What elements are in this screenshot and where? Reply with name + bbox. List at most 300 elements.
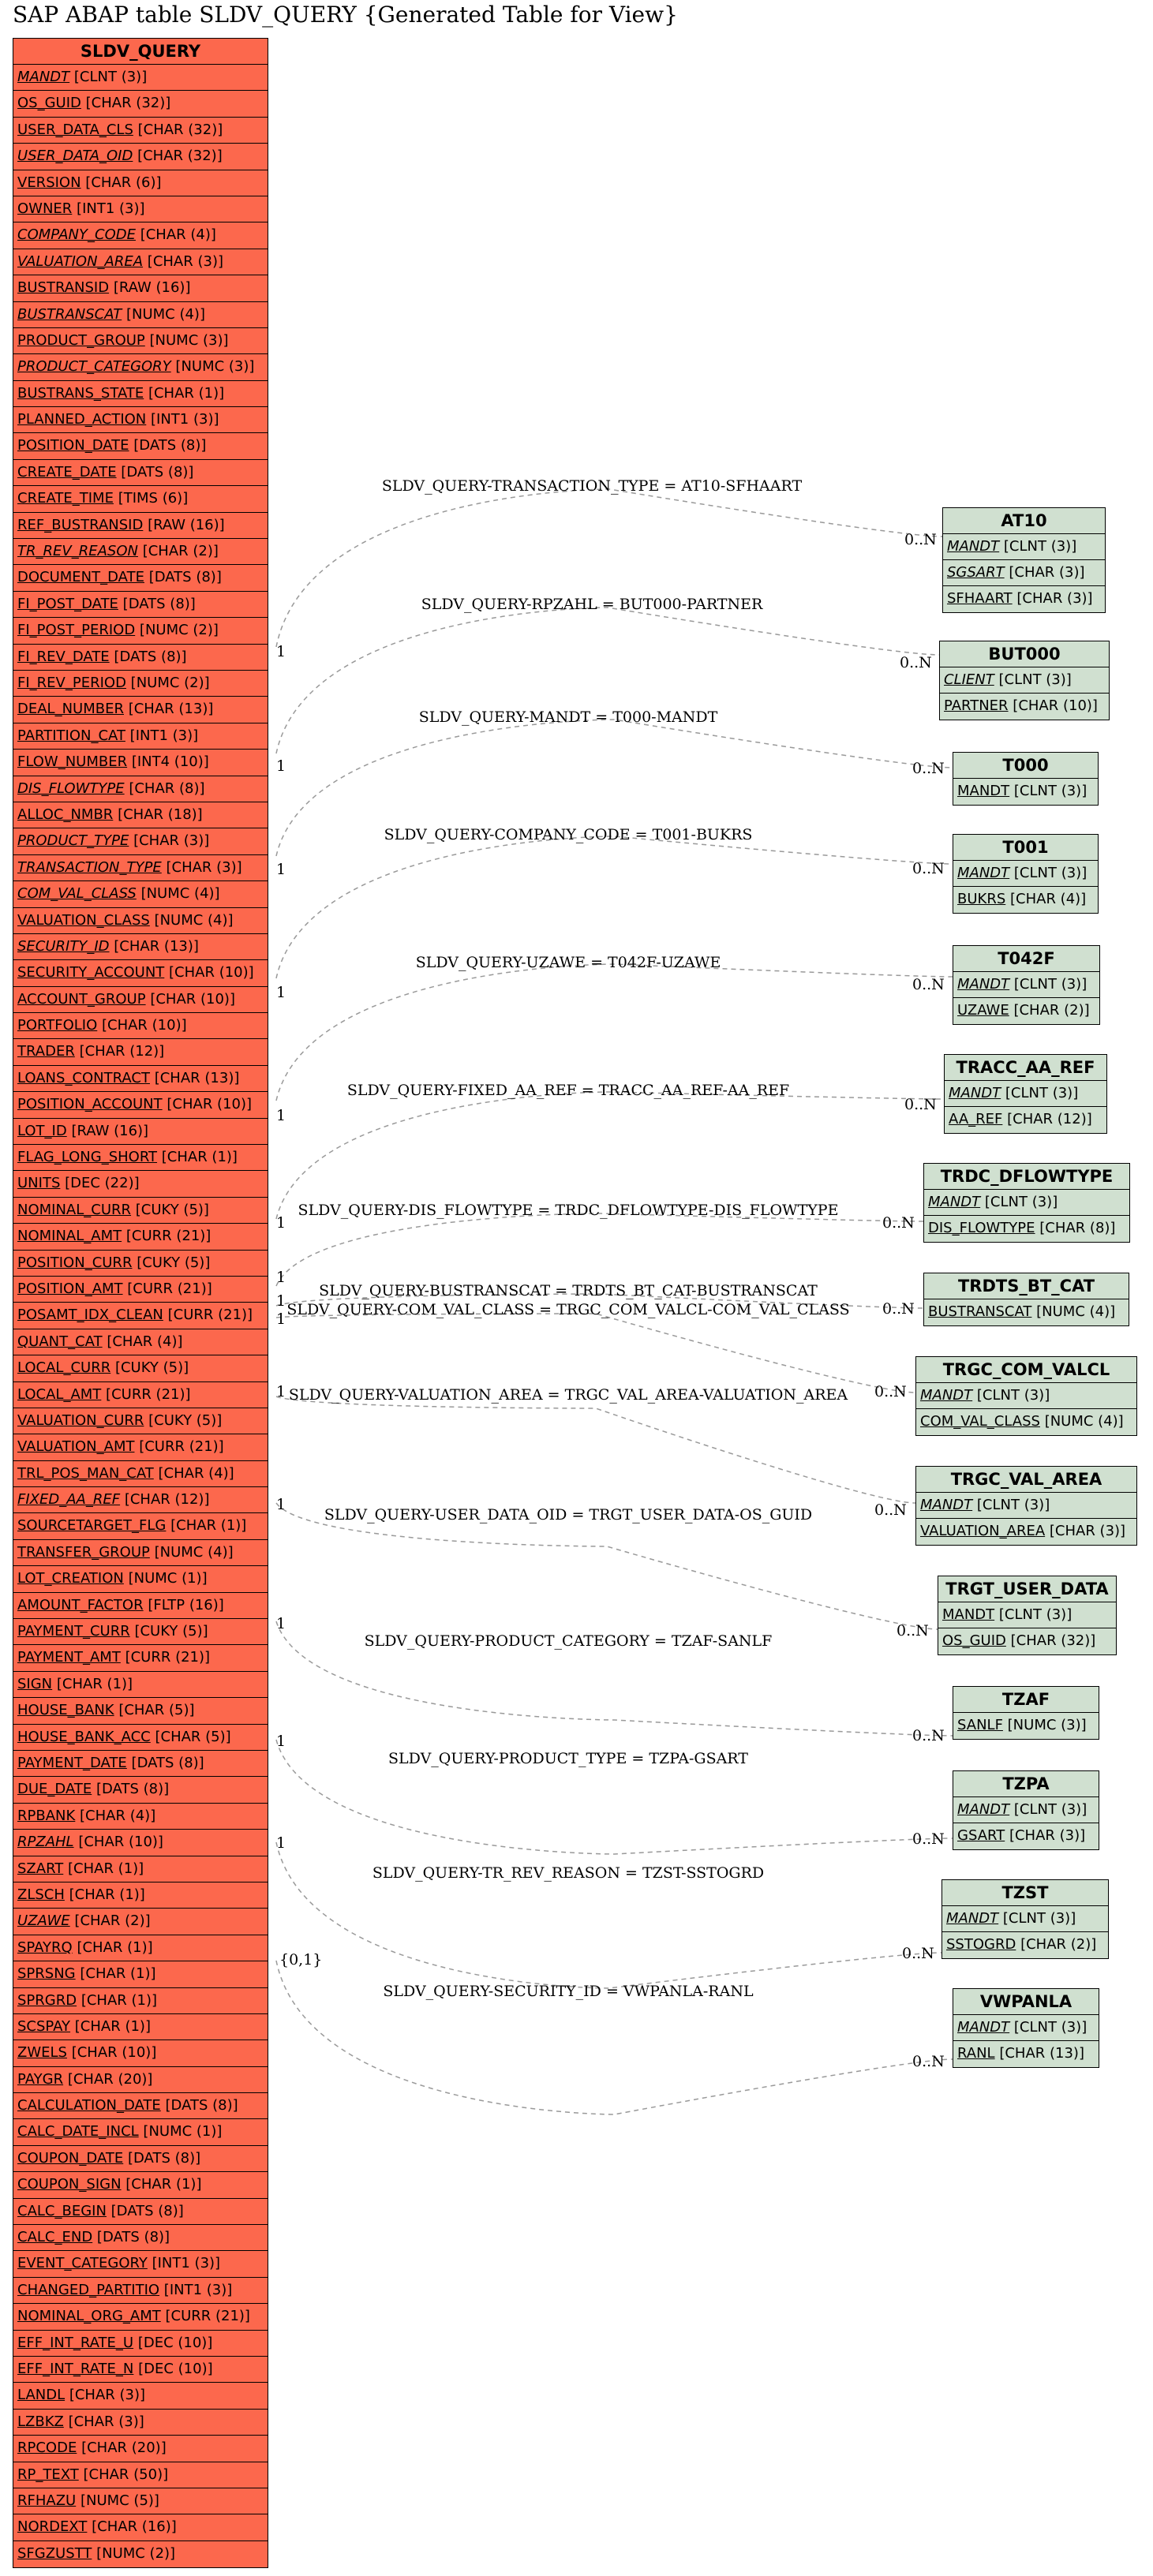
field-type: [NUMC (3)] [175,358,255,376]
field-row-position-amt [13,1277,268,1303]
field-name: MANDT [947,538,1000,555]
field-row-create-date [13,460,268,486]
field-type: [CHAR (4)] [1010,891,1087,907]
field-type: [DATS (8)] [127,2149,201,2167]
field-name: MANDT [942,1606,995,1623]
field-type: [CLNT (3)] [1013,1801,1087,1818]
field-row-product-type [13,828,268,854]
field-row-security-account [13,960,268,986]
field-row-landl [13,2383,268,2409]
relation-to-cardinality: 0..N [912,2053,945,2070]
field-type: [CHAR (1)] [69,1886,145,1903]
field-name: FI_REV_DATE [17,648,110,665]
field-row-payment-date [13,1751,268,1777]
field-row-mandt [938,1602,1116,1628]
relation-label: SLDV_QUERY-PRODUCT_CATEGORY = TZAF-SANLF [364,1632,773,1650]
field-name: RFHAZU [17,2492,77,2509]
field-type: [CLNT (3)] [1005,1085,1079,1101]
field-type: [CHAR (10)] [169,964,254,981]
field-row-zlsch [13,1882,268,1909]
field-type: [NUMC (4)] [154,1543,234,1561]
field-row-transaction-type [13,855,268,881]
field-row-bustransid [13,275,268,301]
field-type: [CURR (21)] [127,1280,212,1297]
ref-table-header: TRGC_COM_VALCL [916,1357,1136,1383]
field-row-sign [13,1672,268,1698]
field-type: [CHAR (10)] [150,990,235,1008]
field-row-rp-text [13,2462,268,2488]
relation-line [276,964,953,1101]
relation-4 [276,826,953,1001]
relation-to-cardinality: 0..N [897,1622,929,1639]
field-type: [CHAR (10)] [78,1834,163,1851]
field-type: [NUMC (4)] [1044,1413,1124,1430]
field-name: TRL_POS_MAN_CAT [17,1464,154,1482]
field-row-due-date [13,1777,268,1803]
field-row-eff-int-rate-n [13,2357,268,2383]
field-name: FLOW_NUMBER [17,753,128,771]
field-type: [NUMC (4)] [125,305,205,323]
field-name: OWNER [17,200,73,217]
field-type: [CHAR (1)] [170,1517,247,1535]
field-type: [NUMC (1)] [128,1570,208,1587]
ref-table-header: TRACC_AA_REF [945,1055,1106,1081]
field-name: UNITS [17,1175,61,1192]
field-row-dis-flowtype [924,1216,1129,1242]
field-type: [CUKY (5)] [114,1359,189,1377]
field-row-fi-post-date [13,592,268,618]
relation-11 [276,1496,938,1639]
field-type: [DEC (10)] [138,2360,213,2377]
field-name: UZAWE [957,1002,1009,1019]
field-row-portfolio [13,1013,268,1039]
field-row-partner [940,694,1109,720]
field-type: [CLNT (3)] [1003,538,1077,555]
field-type: [CLNT (3)] [1002,1910,1076,1927]
field-name: RPCODE [17,2440,77,2457]
field-name: CREATE_DATE [17,463,117,480]
field-row-position-account [13,1092,268,1118]
field-type: [CHAR (3)] [1009,1827,1086,1844]
field-type: [DEC (10)] [137,2334,213,2351]
field-type: [CURR (21)] [125,1649,211,1666]
field-row-os-guid [13,91,268,117]
relation-to-cardinality: 0..N [912,760,945,777]
field-type: [NUMC (2)] [139,622,219,639]
field-type: [CHAR (1)] [161,1149,238,1166]
field-type: [CLNT (3)] [976,1497,1050,1513]
field-name: EVENT_CATEGORY [17,2255,148,2272]
field-type: [CLNT (3)] [73,69,148,85]
field-name: CALC_DATE_INCL [17,2123,139,2140]
field-name: PORTFOLIO [17,1017,98,1034]
ref-table-trdts-bt-cat [923,1273,1129,1326]
field-row-bukrs [953,887,1098,913]
field-row-planned-action [13,407,268,433]
ref-table-header: TRGT_USER_DATA [938,1576,1116,1602]
field-name: PARTNER [944,697,1009,714]
field-type: [CUKY (5)] [137,1254,211,1271]
ref-table-header: TZPA [953,1771,1099,1797]
field-row-event-category [13,2251,268,2277]
field-type: [CUKY (5)] [135,1201,209,1218]
relation-label: SLDV_QUERY-TR_REV_REASON = TZST-SSTOGRD [372,1864,765,1882]
field-name: MANDT [957,1801,1010,1818]
relation-line [276,1314,915,1393]
field-row-flag-long-short [13,1145,268,1171]
field-name: POSITION_DATE [17,437,129,454]
field-type: [CHAR (3)] [69,2387,146,2404]
relation-to-cardinality: 0..N [902,1945,934,1962]
field-type: [CHAR (10)] [167,1096,253,1113]
field-type: [CHAR (20)] [81,2440,167,2457]
field-type: [CHAR (16)] [92,2518,177,2536]
ref-table-trdc-dflowtype [923,1163,1130,1243]
relation-label: SLDV_QUERY-COM_VAL_CLASS = TRGC_COM_VALCL-COM_VAL_CLASS [286,1301,850,1318]
page-title: SAP ABAP table SLDV_QUERY {Generated Table for View} [13,2,678,28]
field-name: SPAYRQ [17,1939,73,1956]
field-row-szart [13,1856,268,1882]
field-name: NOMINAL_CURR [17,1201,132,1218]
field-type: [CLNT (3)] [998,671,1072,688]
field-name: AMOUNT_FACTOR [17,1596,144,1613]
field-name: DUE_DATE [17,1781,92,1798]
field-name: LOT_CREATION [17,1570,124,1587]
relation-7 [276,1202,923,1286]
field-type: [NUMC (1)] [143,2123,223,2140]
field-row-company-code [13,222,268,249]
field-type: [CHAR (8)] [1039,1220,1116,1236]
relation-label: SLDV_QUERY-DIS_FLOWTYPE = TRDC_DFLOWTYPE-DIS_FLOWTYPE [298,1202,839,1219]
field-name: MANDT [17,69,70,85]
relation-label: SLDV_QUERY-RPZAHL = BUT000-PARTNER [421,596,763,613]
field-type: [NUMC (2)] [96,2544,176,2562]
field-name: SPRGRD [17,1991,77,2009]
field-name: MANDT [957,783,1010,799]
relation-from-cardinality: 1 [276,757,286,775]
field-name: BUSTRANS_STATE [17,384,144,402]
field-type: [CHAR (4)] [107,1333,183,1350]
field-type: [CHAR (1)] [74,2017,151,2035]
field-row-valuation-curr [13,1408,268,1434]
field-name: PAYMENT_CURR [17,1623,130,1640]
field-type: [CURR (21)] [167,1307,253,1324]
relation-14 [276,1834,941,1988]
field-name: SSTOGRD [946,1936,1016,1953]
field-name: MANDT [946,1910,999,1927]
field-name: FLAG_LONG_SHORT [17,1149,158,1166]
relation-to-cardinality: 0..N [882,1300,915,1318]
field-name: DOCUMENT_DATE [17,569,144,586]
field-type: [CURR (21)] [165,2308,250,2325]
field-row-nominal-org-amt [13,2304,268,2330]
field-row-position-date [13,433,268,459]
field-name: DIS_FLOWTYPE [928,1220,1035,1236]
ref-table-header: AT10 [943,508,1105,534]
field-name: UZAWE [17,1912,70,1930]
field-type: [FLTP (16)] [148,1596,224,1613]
field-row-mandt [953,861,1098,887]
relation-2 [276,596,939,775]
field-type: [NUMC (3)] [149,331,229,349]
field-name: LOANS_CONTRACT [17,1069,150,1086]
field-name: POSITION_ACCOUNT [17,1096,163,1113]
field-row-calc-begin [13,2199,268,2225]
field-row-calc-end [13,2225,268,2251]
field-name: SFHAART [947,590,1013,607]
field-name: GSART [957,1827,1005,1844]
ref-table-t001 [953,834,1099,914]
field-row-document-date [13,565,268,591]
field-row-rpbank [13,1804,268,1830]
ref-table-tzaf [953,1686,1099,1740]
field-type: [NUMC (2)] [130,674,210,691]
field-row-house-bank [13,1698,268,1724]
field-row-loans-contract [13,1066,268,1092]
field-name: CHANGED_PARTITIO [17,2281,160,2298]
field-name: COUPON_DATE [17,2149,124,2167]
field-type: [CLNT (3)] [1013,865,1087,881]
field-row-fixed-aa-ref [13,1487,268,1513]
relation-label: SLDV_QUERY-FIXED_AA_REF = TRACC_AA_REF-AA_REF [346,1082,790,1099]
relation-from-cardinality: 1 [276,1496,286,1513]
relation-to-cardinality: 0..N [912,1727,945,1744]
field-row-bustrans-state [13,381,268,407]
field-type: [CHAR (6)] [85,174,162,191]
field-name: SCSPAY [17,2017,71,2035]
field-row-ranl [953,2041,1099,2067]
field-type: [NUMC (4)] [154,911,234,929]
relation-from-cardinality: {0,1} [279,1951,323,1968]
field-name: SANLF [957,1717,1003,1733]
field-type: [DEC (22)] [65,1175,140,1192]
field-type: [CHAR (13)] [114,937,199,955]
field-row-coupon-date [13,2146,268,2172]
field-row-partition-cat [13,723,268,750]
field-type: [CURR (21)] [125,1228,212,1245]
field-name: POSITION_AMT [17,1280,123,1297]
relation-from-cardinality: 1 [276,1310,286,1328]
field-name: DEAL_NUMBER [17,701,124,718]
field-type: [CHAR (2)] [1013,1002,1090,1019]
field-row-position-curr [13,1251,268,1277]
relation-label: SLDV_QUERY-PRODUCT_TYPE = TZPA-GSART [388,1750,748,1767]
field-name: PRODUCT_TYPE [17,832,129,850]
field-type: [CHAR (32)] [137,121,223,138]
field-type: [CHAR (3)] [133,832,210,850]
field-name: COM_VAL_CLASS [17,885,137,903]
field-type: [CHAR (3)] [1016,590,1093,607]
field-type: [DATS (8)] [110,2202,184,2219]
field-name: OS_GUID [17,95,81,112]
relation-to-cardinality: 0..N [882,1214,915,1232]
field-type: [CHAR (2)] [74,1912,151,1930]
field-row-com-val-class [916,1409,1136,1435]
field-name: LOCAL_CURR [17,1359,111,1377]
field-name: COM_VAL_CLASS [920,1413,1040,1430]
field-type: [CHAR (10)] [1013,697,1098,714]
field-type: [CHAR (4)] [158,1464,234,1482]
relation-label: SLDV_QUERY-USER_DATA_OID = TRGT_USER_DATA-OS_GUID [324,1506,813,1524]
field-name: HOUSE_BANK_ACC [17,1728,151,1745]
field-row-create-time [13,486,268,512]
field-row-user-data-oid [13,144,268,170]
field-name: CLIENT [944,671,994,688]
field-row-spayrq [13,1935,268,1961]
field-name: OS_GUID [942,1632,1006,1649]
field-row-scspay [13,2014,268,2040]
field-row-eff-int-rate-u [13,2331,268,2357]
field-type: [RAW (16)] [148,516,225,533]
field-row-mandt [953,2015,1099,2041]
field-row-quant-cat [13,1329,268,1355]
field-row-uzawe [953,998,1099,1024]
field-name: RANL [957,2045,995,2062]
field-name: TRADER [17,1043,75,1060]
ref-table-header: TRGC_VAL_AREA [916,1467,1136,1493]
field-row-security-id [13,934,268,960]
field-type: [CLNT (3)] [984,1194,1058,1210]
field-name: POSITION_CURR [17,1254,133,1271]
field-name: MANDT [928,1194,981,1210]
ref-table-header: TZST [942,1880,1108,1906]
field-type: [CHAR (1)] [125,2176,202,2193]
field-type: [DATS (8)] [165,2097,238,2114]
field-row-bustranscat [924,1299,1129,1325]
field-row-mandt [916,1493,1136,1519]
field-row-account-group [13,987,268,1013]
field-type: [RAW (16)] [71,1122,149,1139]
field-row-calculation-date [13,2093,268,2119]
field-row-aa-ref [945,1107,1106,1133]
field-type: [DATS (8)] [121,463,194,480]
field-type: [NUMC (5)] [80,2492,159,2509]
field-name: EFF_INT_RATE_N [17,2360,134,2377]
field-row-ref-bustransid [13,513,268,539]
field-name: VALUATION_AMT [17,1438,135,1456]
field-name: ALLOC_NMBR [17,806,114,823]
field-type: [CHAR (3)] [147,252,223,270]
field-row-changed-partitio [13,2278,268,2304]
field-row-mandt [953,972,1099,998]
field-name: TRANSFER_GROUP [17,1543,150,1561]
field-type: [CHAR (50)] [83,2466,169,2483]
field-row-paygr [13,2067,268,2093]
field-type: [CHAR (4)] [80,1807,156,1824]
field-name: SZART [17,1860,64,1877]
field-name: RPZAHL [17,1834,74,1851]
field-name: FI_REV_PERIOD [17,674,126,691]
field-row-rfhazu [13,2488,268,2514]
field-name: MANDT [920,1387,973,1404]
field-row-com-val-class [13,881,268,907]
field-row-transfer-group [13,1540,268,1566]
field-name: RPBANK [17,1807,76,1824]
field-name: LOT_ID [17,1122,67,1139]
ref-table-header: BUT000 [940,641,1109,667]
field-row-product-group [13,328,268,354]
relation-label: SLDV_QUERY-VALUATION_AREA = TRGC_VAL_AREA-VALUATION_AREA [288,1386,848,1404]
field-type: [CHAR (2)] [142,543,219,560]
field-type: [INT1 (3)] [152,2255,221,2272]
relation-from-cardinality: 1 [276,1733,286,1750]
ref-table-vwpanla [953,1988,1099,2068]
field-row-user-data-cls [13,118,268,144]
field-type: [CHAR (1)] [77,1939,153,1956]
field-type: [CLNT (3)] [1013,783,1087,799]
field-type: [DATS (8)] [96,2229,170,2246]
field-row-mandt [942,1906,1108,1932]
field-type: [CHAR (3)] [68,2413,144,2430]
field-row-fi-rev-period [13,671,268,697]
relation-label: SLDV_QUERY-SECURITY_ID = VWPANLA-RANL [383,1983,754,2000]
field-name: MANDT [957,976,1010,993]
field-row-sprsng [13,1961,268,1987]
field-name: MANDT [957,2019,1010,2036]
field-row-mandt [13,65,268,91]
field-row-local-curr [13,1355,268,1381]
field-row-product-category [13,354,268,380]
field-type: [NUMC (4)] [1036,1303,1116,1320]
field-type: [CHAR (12)] [124,1491,210,1509]
relation-from-cardinality: 1 [276,1383,286,1400]
field-row-trader [13,1039,268,1065]
ref-table-but000 [939,641,1110,720]
field-row-lzbkz [13,2410,268,2436]
field-row-sourcetarget-flg [13,1513,268,1539]
field-row-trl-pos-man-cat [13,1461,268,1487]
field-type: [RAW (16)] [113,279,191,297]
field-row-rpzahl [13,1830,268,1856]
relation-from-cardinality: 1 [276,1269,286,1286]
field-row-valuation-area [13,249,268,275]
field-name: REF_BUSTRANSID [17,516,144,533]
field-name: PRODUCT_CATEGORY [17,358,171,376]
field-type: [NUMC (4)] [140,885,220,903]
field-type: [CHAR (20)] [67,2070,153,2088]
relation-to-cardinality: 0..N [874,1383,907,1400]
relation-to-cardinality: 0..N [912,976,945,993]
field-name: PAYMENT_AMT [17,1649,121,1666]
field-type: [CLNT (3)] [976,1387,1050,1404]
field-name: ACCOUNT_GROUP [17,990,146,1008]
field-name: LOCAL_AMT [17,1385,102,1403]
relation-label: SLDV_QUERY-MANDT = T000-MANDT [418,708,718,726]
relation-line [276,1396,915,1503]
field-row-lot-id [13,1119,268,1145]
relation-to-cardinality: 0..N [900,654,932,671]
field-name: COUPON_SIGN [17,2176,122,2193]
relation-12 [276,1615,953,1744]
field-type: [NUMC (3)] [1007,1717,1087,1733]
field-row-os-guid [938,1628,1116,1654]
field-name: BUKRS [957,891,1006,907]
ref-table-tzpa [953,1770,1099,1850]
field-row-alloc-nmbr [13,802,268,828]
field-type: [INT4 (10)] [131,753,209,771]
field-name: SECURITY_ACCOUNT [17,964,165,981]
field-type: [CHAR (1)] [56,1675,133,1692]
field-name: PAYMENT_DATE [17,1755,127,1771]
field-name: CALC_END [17,2229,93,2246]
field-type: [CLNT (3)] [1013,2019,1087,2036]
field-name: ZWELS [17,2044,67,2062]
field-type: [CUKY (5)] [148,1411,223,1429]
ref-table-header: TZAF [953,1687,1099,1713]
relation-label: SLDV_QUERY-COMPANY_CODE = T001-BUKRS [384,826,753,843]
ref-table-trgt-user-data [938,1576,1117,1655]
field-row-payment-curr [13,1619,268,1645]
